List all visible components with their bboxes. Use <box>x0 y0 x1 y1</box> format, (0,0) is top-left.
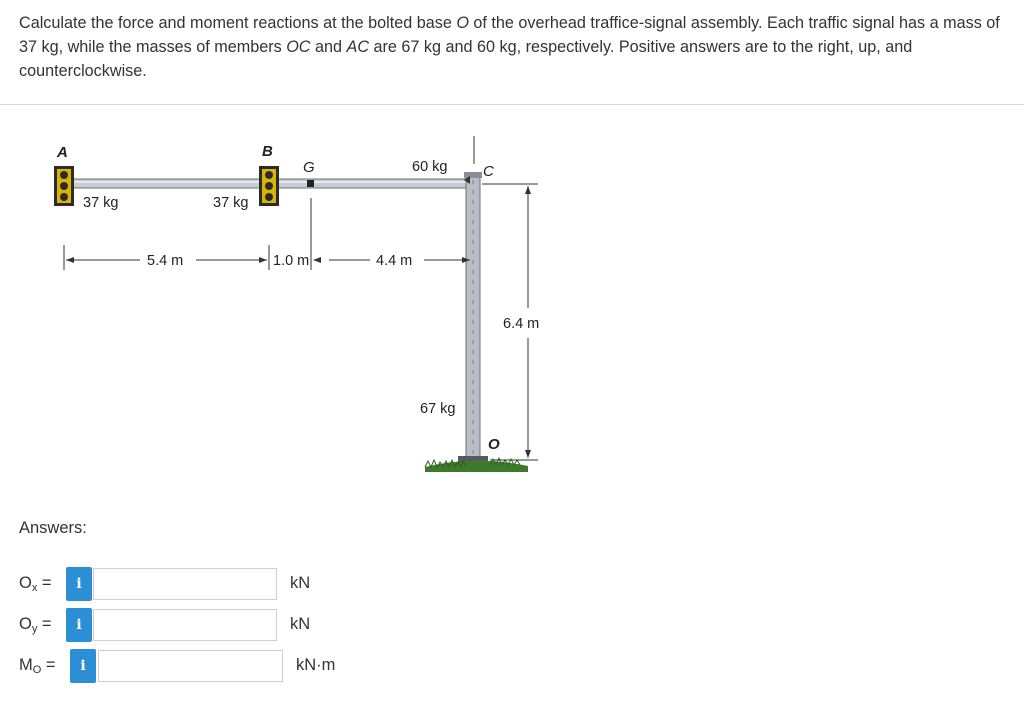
label-c: C <box>483 163 494 180</box>
label-o: O <box>488 436 500 453</box>
problem-text: and <box>310 38 347 56</box>
mo-answer-input[interactable] <box>98 650 283 682</box>
info-icon[interactable]: i <box>66 608 92 642</box>
problem-text: of the overhead traffice-signal assembly. Each traffic signal has a mass of <box>468 14 1000 32</box>
center-of-gravity-marker <box>307 180 314 187</box>
mass-signal-b: 37 kg <box>213 195 249 211</box>
traffic-signal-figure <box>0 120 1024 490</box>
answer-label-ox <box>19 574 52 594</box>
label-sub: x <box>31 582 38 594</box>
label-b: B <box>262 143 273 160</box>
mo-unit: kN·m <box>296 656 336 674</box>
answer-label-mo <box>19 656 56 676</box>
mass-pole: 67 kg <box>420 401 456 417</box>
oy-answer-input[interactable] <box>93 609 277 641</box>
label-text: O <box>19 574 32 592</box>
info-icon[interactable]: i <box>70 649 96 683</box>
label-text: O <box>19 615 32 633</box>
mass-signal-a: 37 kg <box>83 195 119 211</box>
problem-signal-mass: 37 kg <box>19 38 59 56</box>
mass-arm: 60 kg <box>412 159 448 175</box>
traffic-signal-a <box>54 166 74 206</box>
oy-unit: kN <box>290 615 311 633</box>
problem-text: Calculate the force and moment reactions at the bolted base <box>19 14 457 32</box>
label-g: G <box>303 159 315 176</box>
info-icon[interactable]: i <box>66 567 92 601</box>
problem-statement <box>19 11 1009 83</box>
dim-gc: 4.4 m <box>376 253 413 269</box>
label-text: M <box>19 656 33 674</box>
problem-var-oc: OC <box>286 38 311 56</box>
ox-unit: kN <box>290 574 311 592</box>
label-a: A <box>57 144 68 161</box>
dim-bg: 1.0 m <box>273 253 310 269</box>
problem-text: , while the masses of members <box>58 38 287 56</box>
problem-text: are 67 kg and 60 kg, respectively. Positive answers are to the right, up, and counterclockwise. <box>19 38 913 80</box>
label-eq: = <box>37 574 52 592</box>
label-sub: y <box>31 623 38 635</box>
divider <box>0 104 1024 105</box>
label-eq: = <box>41 656 56 674</box>
label-eq: = <box>37 615 52 633</box>
ox-answer-input[interactable] <box>93 568 277 600</box>
traffic-signal-b <box>259 166 279 206</box>
answers-title: Answers: <box>19 519 87 537</box>
label-sub: O <box>32 664 42 676</box>
answer-label-oy <box>19 615 52 635</box>
dim-ab: 5.4 m <box>147 253 184 269</box>
vertical-pole <box>466 176 480 461</box>
dim-height: 6.4 m <box>503 316 540 332</box>
problem-var-ac: AC <box>346 38 370 56</box>
problem-var-o: O <box>456 14 469 32</box>
